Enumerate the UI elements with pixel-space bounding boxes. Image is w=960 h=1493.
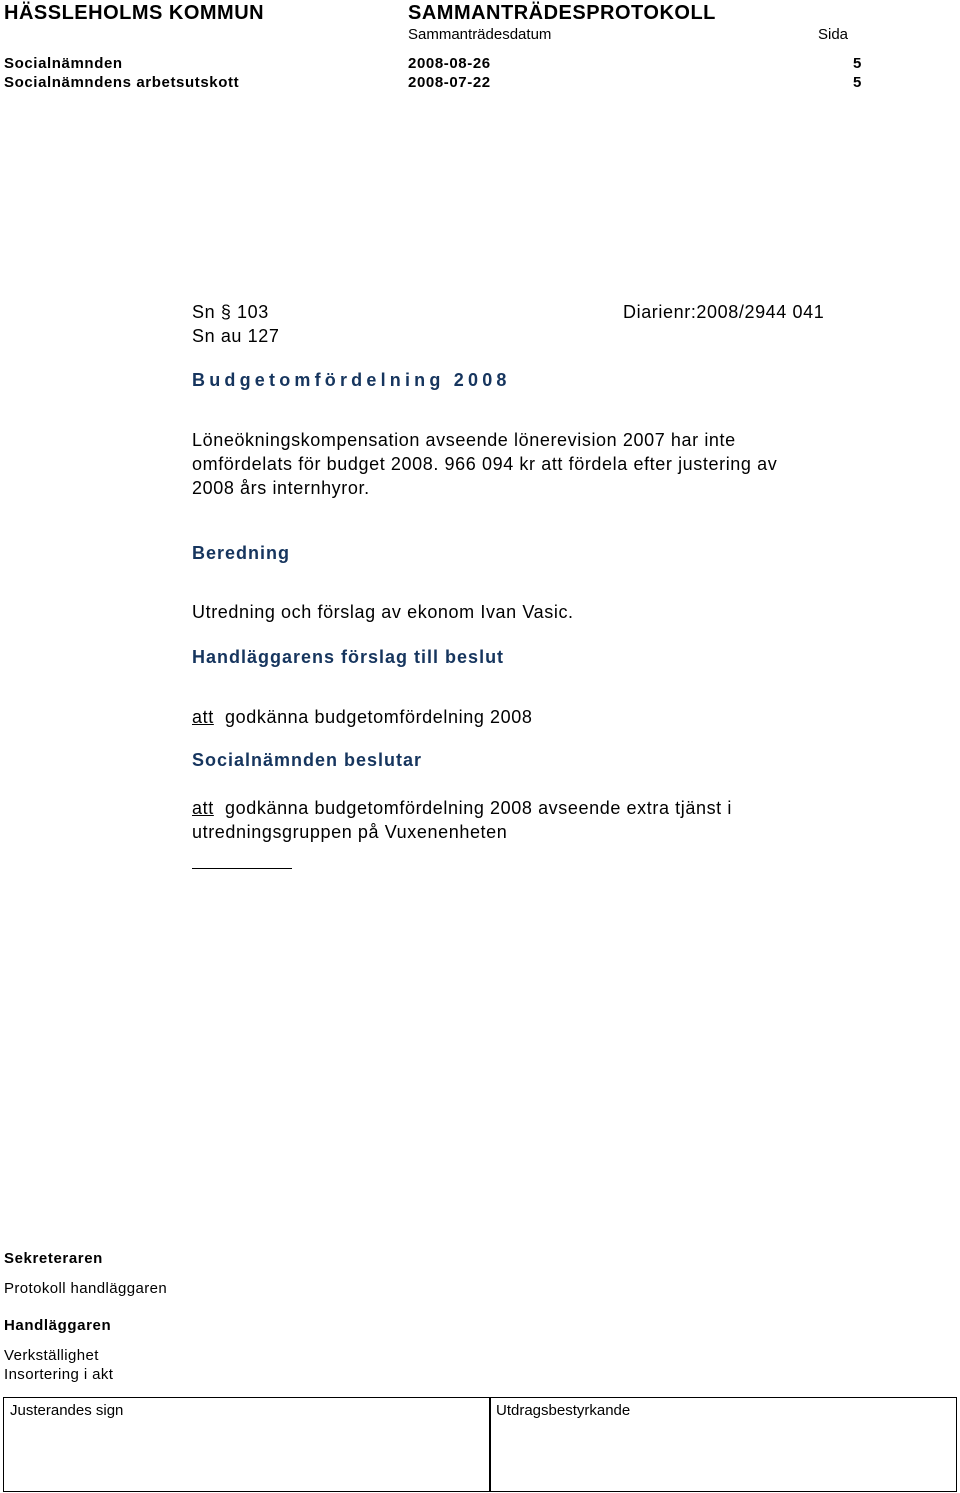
municipality-name: HÄSSLEHOLMS KOMMUN xyxy=(4,2,265,24)
body-name-2: Socialnämndens arbetsutskott xyxy=(4,74,240,91)
beredning-heading: Beredning xyxy=(192,543,291,563)
decision-text-1: godkänna budgetomfördelning 2008 avseende extra tjänst i xyxy=(225,798,732,818)
utdragsbestyrkande-box xyxy=(489,1397,957,1492)
utdragsbestyrkande-label: Utdragsbestyrkande xyxy=(496,1402,631,1419)
decision-line-2: utredningsgruppen på Vuxenenheten xyxy=(192,822,508,842)
decision-line-1 xyxy=(192,796,732,820)
meeting-date-2: 2008-07-22 xyxy=(408,74,491,91)
au-ref: Sn au 127 xyxy=(192,326,280,346)
body-name-1: Socialnämnden xyxy=(4,55,123,72)
footer-protokoll: Protokoll handläggaren xyxy=(4,1280,168,1297)
proposal-line xyxy=(192,705,532,729)
section-end-rule xyxy=(192,868,292,869)
decision-heading: Socialnämnden beslutar xyxy=(192,750,423,770)
diarienr: Diarienr:2008/2944 041 xyxy=(623,302,825,322)
page-label: Sida xyxy=(818,26,849,43)
document-type: SAMMANTRÄDESPROTOKOLL xyxy=(408,2,716,24)
page-number-2: 5 xyxy=(853,74,862,91)
beredning-text: Utredning och förslag av ekonom Ivan Vasic. xyxy=(192,602,574,622)
intro-line-3: 2008 års internhyror. xyxy=(192,478,370,498)
footer-handlaggaren: Handläggaren xyxy=(4,1317,112,1334)
proposal-heading: Handläggarens förslag till beslut xyxy=(192,647,505,667)
meeting-date-1: 2008-08-26 xyxy=(408,55,491,72)
proposal-att: att xyxy=(192,707,214,727)
intro-line-1: Löneökningskompensation avseende lönerevision 2007 har inte xyxy=(192,430,736,450)
footer-sekreteraren: Sekreteraren xyxy=(4,1250,103,1267)
page-number-1: 5 xyxy=(853,55,862,72)
intro-line-2: omfördelats för budget 2008. 966 094 kr att fördela efter justering av xyxy=(192,454,778,474)
footer-insortering: Insortering i akt xyxy=(4,1366,114,1383)
justerandes-sign-label: Justerandes sign xyxy=(10,1402,124,1419)
proposal-text: godkänna budgetomfördelning 2008 xyxy=(225,707,533,727)
justerandes-sign-box xyxy=(3,1397,491,1492)
decision-att: att xyxy=(192,798,214,818)
sn-paragraph-ref: Sn § 103 xyxy=(192,302,269,322)
meeting-date-label: Sammanträdesdatum xyxy=(408,26,552,43)
footer-verkstallighet: Verkställighet xyxy=(4,1347,99,1364)
case-title: Budgetomfördelning 2008 xyxy=(192,370,511,390)
